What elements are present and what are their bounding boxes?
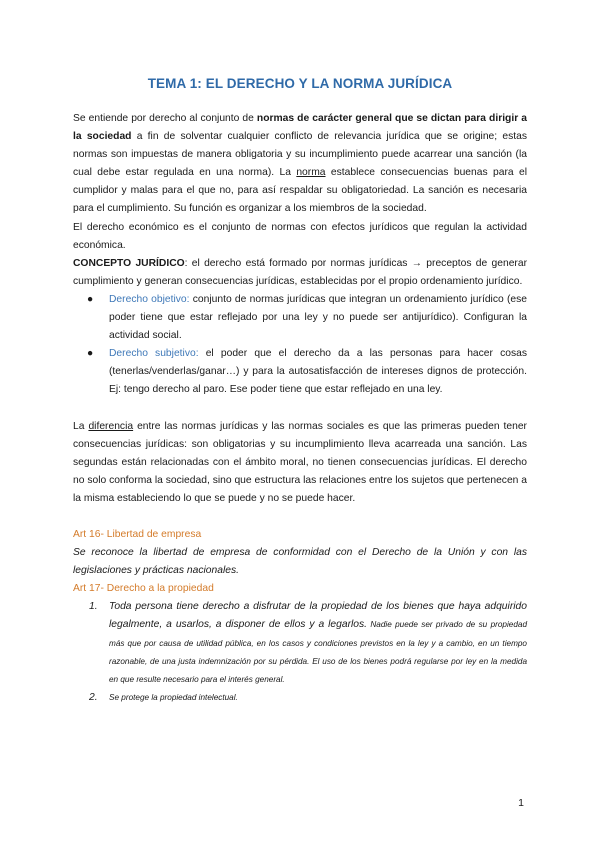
bullet-icon: ● <box>87 293 94 305</box>
bullet-icon: ● <box>87 348 94 360</box>
list-number: 1. <box>89 601 98 613</box>
small-text: Se protege la propiedad intelectual. <box>109 692 238 702</box>
list-term: Derecho subjetivo: <box>109 348 199 360</box>
list-number: 2. <box>89 691 98 703</box>
list-term: Derecho objetivo: <box>109 293 190 305</box>
text-span: establece consecuencias buenas para el cumplidor y malas para el que no, para así respaldar su obligatoriedad. La sanción es necesaria para el cumplimiento. Su función es organizar a los miembros de la sociedad. <box>73 167 527 215</box>
bold-text: normas de carácter general que se dictan para dirigir a la sociedad <box>73 113 527 143</box>
article-16-text: Se reconoce la libertad de empresa de conformidad con el Derecho de la Unión y con las legislaciones y prácticas nacionales. <box>73 547 527 577</box>
text-span: a fin de solventar cualquier conflicto de relevancia jurídica que se origine; estas normas son impuestas de manera obligatoria y su incumplimiento puede acarrear una sanción (la cual debe estar regulada en una norma). La <box>73 131 527 179</box>
text-span: entre las normas jurídicas y las normas sociales es que las primeras pueden tener consecuencias jurídicas: son obligatorias y su incumplimiento lleva acarreada una sanción. Las segundas están relacionadas con el ámbito moral, no tienen consecuencias jurídicas. El derecho no solo conforma la sociedad, sino que estructura las relaciones entre los sujetos que pertenecen a la misma estableciendo lo que se puede y no se puede hacer. <box>73 420 527 504</box>
document-body <box>73 110 527 707</box>
underlined-text: diferencia <box>88 420 134 432</box>
paragraph-difference <box>73 418 527 508</box>
text-span: Se entiende por derecho al conjunto de <box>73 113 257 124</box>
underlined-text: norma <box>296 167 326 179</box>
bullet-list <box>73 291 527 400</box>
text-span: La <box>73 420 89 432</box>
list-text: el poder que el derecho da a las personas para hacer cosas (tenerlas/venderlas/ganar…) y para la autosatisfacción de intereses dignos de protección. Ej: tengo derecho al paro. Ese poder tiene que estar reflejado en una ley. <box>109 348 527 396</box>
paragraph-definition <box>73 110 527 219</box>
page-number: 1 <box>518 797 524 809</box>
small-text: Nadie puede ser privado de su propiedad más que por causa de utilidad pública, en los casos y condiciones previstos en la ley y a cambio, en un tiempo razonable, de una justa indemnización por su pérdida. El uso de los bienes podrá regularse por ley en la medida en que resulte necesario para el interés general. <box>109 620 527 684</box>
list-text: conjunto de normas jurídicas que integran un ordenamiento jurídico (ese poder tiene que estar reflejado por una ley y no puede ser antijurídico). Configuran la actividad social. <box>109 293 527 342</box>
article-17-title: Art 17- Derecho a la propiedad <box>73 583 214 595</box>
list-item <box>73 598 527 688</box>
page-title: TEMA 1: EL DERECHO Y LA NORMA JURÍDICA <box>147 76 453 91</box>
paragraph-economic-law: El derecho económico es el conjunto de normas con efectos jurídicos que regulan la actividad económica. <box>73 221 527 251</box>
list-text: Toda persona tiene derecho a disfrutar de la propiedad de los bienes que haya adquirido legalmente, a usarlos, a disponer de ellos y a legarlos. <box>109 601 527 631</box>
bold-label: CONCEPTO JURÍDICO <box>73 257 185 269</box>
list-item <box>73 345 527 399</box>
list-item <box>73 689 527 707</box>
article-16-title: Art 16- Libertad de empresa <box>73 528 202 540</box>
list-item <box>73 291 527 345</box>
spacer <box>73 508 527 526</box>
numbered-list <box>73 598 527 707</box>
paragraph-legal-concept <box>73 255 527 291</box>
text-span: : el derecho está formado por normas jurídicas → preceptos de generar cumplimiento y generan consecuencias jurídicas, establecidas por el propio ordenamiento jurídico. <box>73 257 528 287</box>
spacer <box>73 400 527 418</box>
